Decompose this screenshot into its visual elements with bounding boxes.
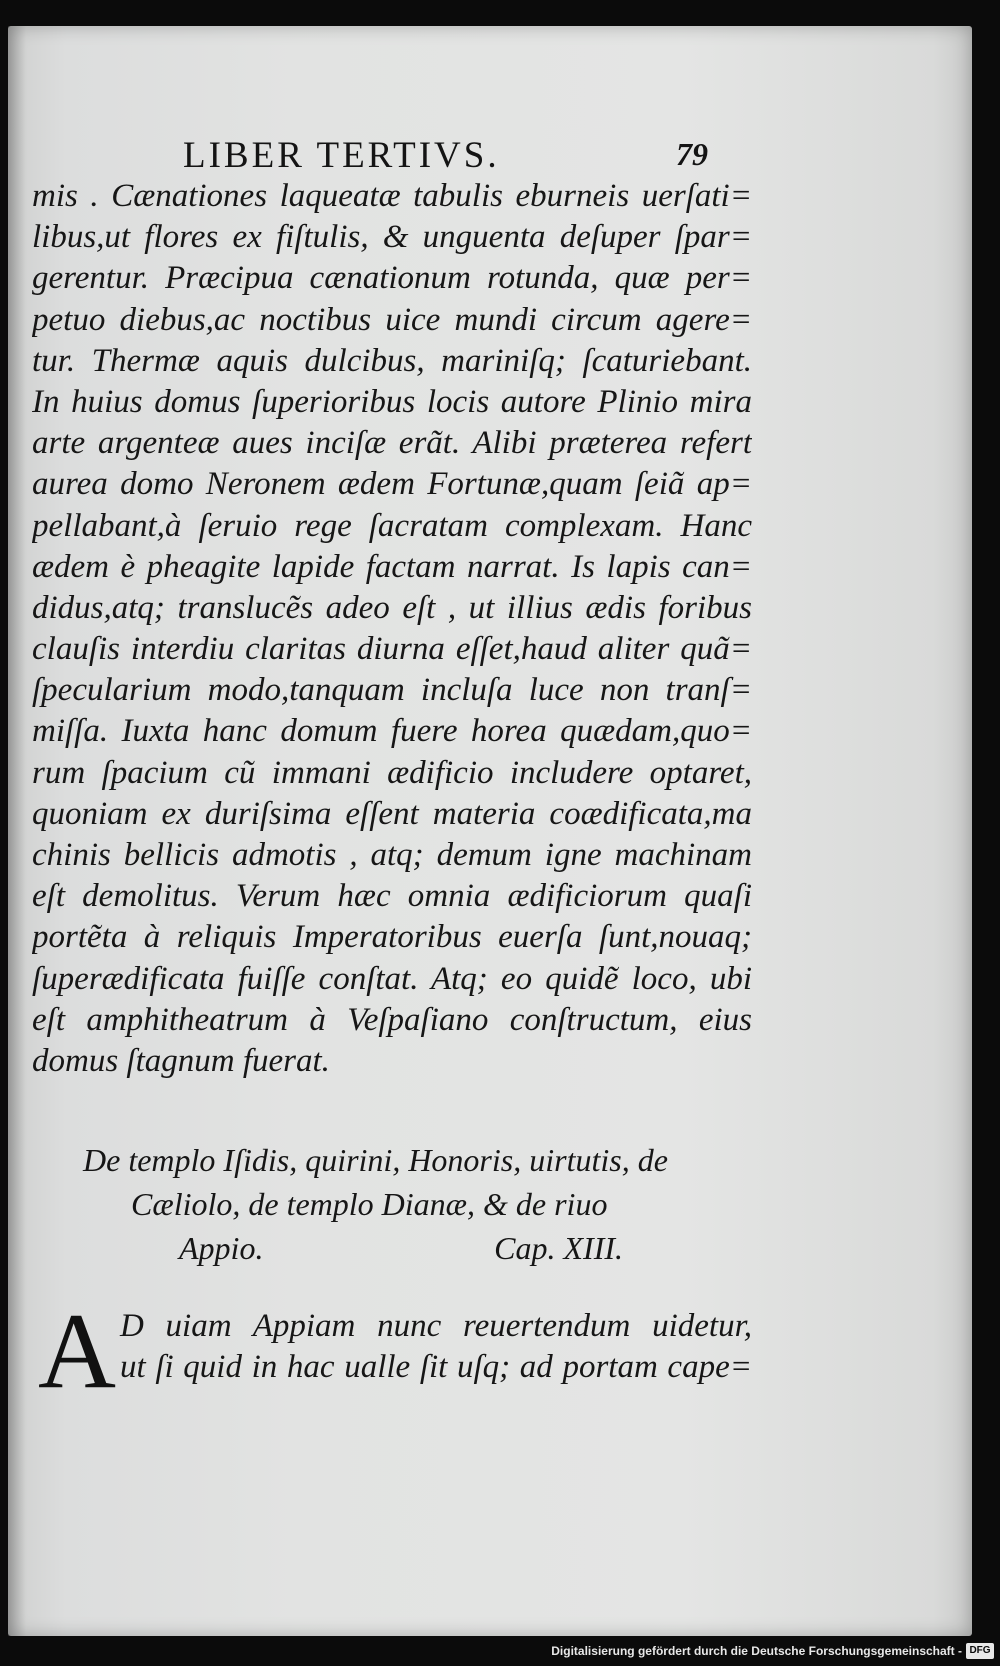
chapter-number: Cap. XIII. xyxy=(494,1230,623,1266)
funding-credit: Digitalisierung gefördert durch die Deutsche Forschungsgemeinschaft - xyxy=(551,1644,962,1658)
text-line: tur. Thermæ aquis dulcibus, mariniſq; ſcaturiebant. xyxy=(32,342,752,379)
text-line: didus,atq; translucẽs adeo eſt , ut illius ædis foribus xyxy=(32,589,752,626)
gutter-shadow xyxy=(8,26,26,1636)
text-line: mis . Cænationes laqueatæ tabulis eburneis uerſati= xyxy=(32,178,752,214)
text-line: quoniam ex duriſsima eſſent materia coædificata,ma xyxy=(32,795,752,832)
digitization-footer xyxy=(0,1640,1000,1666)
text-line: aurea domo Neronem ædem Fortunæ,quam ſeiã ap= xyxy=(32,466,752,503)
drop-cap: A xyxy=(38,1292,116,1411)
text-line: gerentur. Præcipua cænationum rotunda, quæ per= xyxy=(32,260,752,297)
text-line: ſpecularium modo,tanquam incluſa luce non tranſ= xyxy=(32,672,752,709)
text-line: eſt amphitheatrum à Veſpaſiano conſtructum, eius xyxy=(32,1001,752,1038)
main-paragraph xyxy=(32,176,752,1082)
text-line: miſſa. Iuxta hanc domum fuere horea quædam,quo= xyxy=(32,713,752,750)
text-line: libus,ut flores ex fiſtulis, & unguenta deſuper ſpar= xyxy=(32,219,752,256)
text-line: In huius domus ſuperioribus locis autore Plinio mira xyxy=(32,383,752,420)
chapter-paragraph xyxy=(32,1292,752,1411)
heading-line: Cæliolo, de templo Dianæ, & de riuo xyxy=(131,1186,608,1222)
heading-line xyxy=(83,1226,663,1270)
text-line: eſt demolitus. Verum hæc omnia ædificiorum quaſi xyxy=(32,878,752,915)
dfg-logo: DFG xyxy=(966,1643,994,1659)
book-page xyxy=(8,26,972,1636)
text-line: clauſis interdiu claritas diurna eſſet,haud aliter quã= xyxy=(32,631,752,668)
text-line: ſuperædificata fuiſſe conſtat. Atq; eo quidẽ loco, ubi xyxy=(32,960,752,997)
text-line: pellabant,à ſeruio rege ſacratam complexam. Hanc xyxy=(32,507,752,544)
page-number: 79 xyxy=(676,136,708,172)
text-line: D uiam Appiam nunc reuertendum uidetur, xyxy=(120,1308,752,1344)
text-line: ædem è pheagite lapide factam narrat. Is lapis can= xyxy=(32,548,752,585)
text-line: ut ſi quid in hac ualle ſit uſq; ad portam cape= xyxy=(120,1349,752,1386)
chapter-heading xyxy=(83,1138,668,1270)
text-line-last: domus ſtagnum fuerat. xyxy=(32,1042,330,1079)
text-line: portẽta à reliquis Imperatoribus euerſa ſunt,nouaq; xyxy=(32,919,752,956)
text-line: arte argenteæ aues inciſæ erãt. Alibi præterea refert xyxy=(32,425,752,462)
text-line: rum ſpacium cũ immani ædificio includere optaret, xyxy=(32,754,752,791)
heading-line: De templo Iſidis, quirini, Honoris, uirtutis, de xyxy=(83,1142,668,1178)
heading-appio: Appio. xyxy=(179,1230,264,1266)
text-line: petuo diebus,ac noctibus uice mundi circum agere= xyxy=(32,301,752,338)
running-head: LIBER TERTIVS. xyxy=(183,135,500,176)
text-line: chinis bellicis admotis , atq; demum igne machinam xyxy=(32,837,752,873)
